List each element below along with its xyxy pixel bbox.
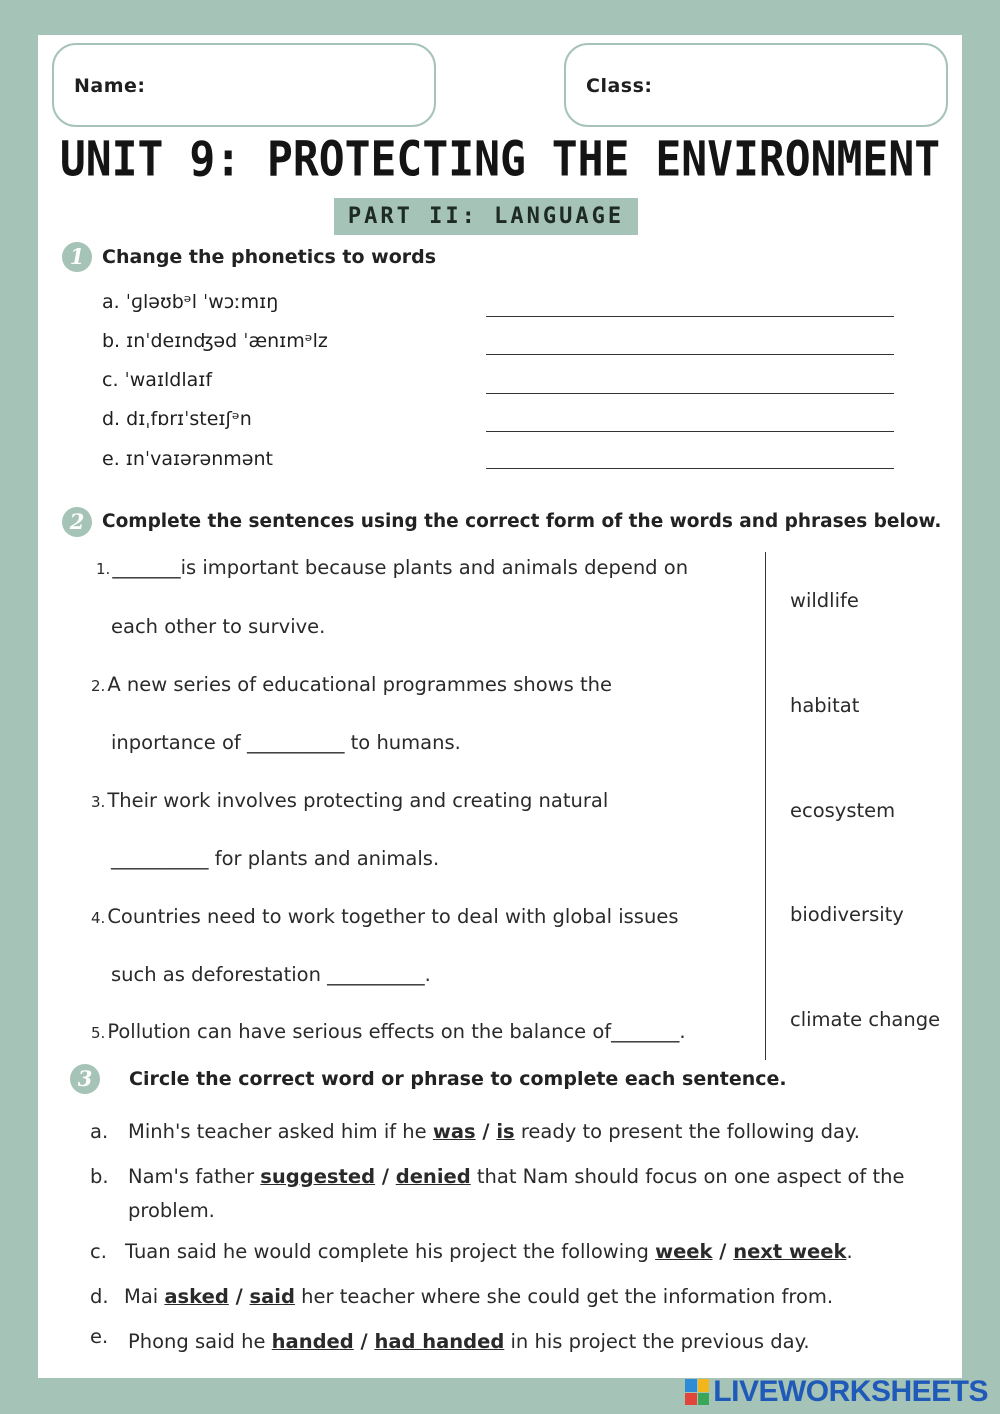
word-bank-divider [765, 552, 766, 1060]
circle-sentence [128, 1330, 810, 1353]
word-bank-item: habitat [790, 694, 860, 717]
circle-sentence [128, 1165, 904, 1188]
sentence-continuation: each other to survive. [111, 615, 326, 638]
option-separator: / [353, 1330, 375, 1353]
option-2[interactable]: next week [733, 1240, 847, 1263]
phonetic-item [102, 408, 252, 430]
phonetic-letter: b. [102, 330, 121, 352]
sentence-text: Minh's teacher asked him if he [128, 1120, 433, 1143]
worksheet-page [38, 35, 962, 1378]
option-1[interactable]: handed [271, 1330, 354, 1353]
section-1-heading: Change the phonetics to words [102, 246, 437, 268]
answer-line[interactable] [486, 316, 894, 317]
sentence-line [91, 1020, 686, 1043]
phonetic-letter: c. [102, 369, 119, 391]
section-3-heading: Circle the correct word or phrase to complete each sentence. [129, 1068, 787, 1090]
item-letter: c. [90, 1240, 107, 1263]
phonetic-text: ˈɡləʊbᵊl ˈwɔːmɪŋ [125, 291, 279, 313]
answer-line[interactable] [486, 354, 894, 355]
class-label: Class: [586, 75, 653, 97]
sentence-continuation: inportance of __________ to humans. [111, 731, 461, 754]
sentence-continuation: such as deforestation __________. [111, 963, 431, 986]
sentence-text: Nam's father [128, 1165, 261, 1188]
word-bank-item: ecosystem [790, 799, 896, 822]
brand-name: LIVEWORKSHEETS [713, 1375, 988, 1408]
name-label: Name: [74, 75, 146, 97]
option-2[interactable]: denied [395, 1165, 471, 1188]
answer-line[interactable] [486, 393, 894, 394]
phonetic-text: dɪˌfɒrɪˈsteɪʃᵊn [126, 408, 252, 430]
sentence-text: in his project the previous day. [504, 1330, 810, 1353]
part-banner: PART II: LANGUAGE [334, 198, 638, 235]
sentence-number: 5. [91, 1024, 106, 1042]
sentence-line [96, 556, 688, 579]
phonetic-letter: d. [102, 408, 121, 430]
sentence-number: 1. [96, 560, 111, 578]
option-1[interactable]: asked [164, 1285, 229, 1308]
sentence-number: 4. [91, 909, 106, 927]
worksheet-title: UNIT 9: PROTECTING THE ENVIRONMENT [59, 132, 941, 188]
sentence-text: _______is important because plants and animals depend on [112, 556, 689, 579]
sentence-number: 3. [91, 793, 106, 811]
sentence-text: that Nam should focus on one aspect of the [470, 1165, 905, 1188]
sentence-text: Phong said he [128, 1330, 272, 1353]
phonetic-text: ˈwaɪldlaɪf [124, 369, 213, 391]
name-box [52, 43, 436, 127]
sentence-text: Mai [124, 1285, 165, 1308]
option-1[interactable]: week [655, 1240, 713, 1263]
option-separator: / [228, 1285, 250, 1308]
word-bank-item: biodiversity [790, 903, 904, 926]
phonetic-letter: e. [102, 448, 120, 470]
option-1[interactable]: was [432, 1120, 476, 1143]
item-letter: d. [90, 1285, 109, 1308]
name-input[interactable] [154, 71, 418, 101]
sentence-text: . [846, 1240, 853, 1263]
phonetic-item [102, 291, 278, 313]
phonetic-item [102, 369, 212, 391]
section-3-number-icon: 3 [70, 1064, 100, 1094]
class-box [564, 43, 948, 127]
answer-line[interactable] [486, 468, 894, 469]
phonetic-letter: a. [102, 291, 120, 313]
phonetic-text: ɪnˈdeɪnʤəd ˈænɪmᵊlz [126, 330, 328, 352]
circle-sentence [125, 1240, 853, 1263]
sentence-line [91, 673, 612, 696]
sentence-text: A new series of educational programmes shows the [107, 673, 612, 696]
sentence-text: Countries need to work together to deal with global issues [107, 905, 679, 928]
sentence-text: ready to present the following day. [514, 1120, 860, 1143]
section-2-number-icon: 2 [62, 507, 92, 537]
sentence-text: her teacher where she could get the information from. [294, 1285, 834, 1308]
sentence-continuation: __________ for plants and animals. [111, 847, 440, 870]
item-letter: b. [90, 1165, 109, 1188]
liveworksheets-logo[interactable] [685, 1376, 988, 1408]
sentence-number: 2. [91, 677, 106, 695]
option-2[interactable]: is [496, 1120, 515, 1143]
word-bank-item: climate change [790, 1008, 941, 1031]
section-1-number-icon: 1 [62, 242, 92, 272]
option-1[interactable]: suggested [260, 1165, 376, 1188]
item-letter: a. [90, 1120, 109, 1143]
option-separator: / [712, 1240, 734, 1263]
option-separator: / [475, 1120, 497, 1143]
item-letter: e. [90, 1325, 109, 1348]
answer-line[interactable] [486, 431, 894, 432]
phonetic-text: ɪnˈvaɪərənmənt [125, 448, 273, 470]
section-2-heading: Complete the sentences using the correct form of the words and phrases below. [102, 511, 942, 532]
option-separator: / [375, 1165, 396, 1188]
liveworksheets-logo-icon [685, 1379, 709, 1405]
sentence-text: Pollution can have serious effects on the balance of_______. [107, 1020, 686, 1043]
sentence-text: Their work involves protecting and creating natural [107, 789, 609, 812]
option-2[interactable]: had handed [374, 1330, 505, 1353]
circle-sentence [124, 1285, 833, 1308]
option-2[interactable]: said [249, 1285, 295, 1308]
phonetic-item [102, 330, 328, 352]
circle-sentence [128, 1120, 860, 1143]
word-bank-item: wildlife [790, 589, 859, 612]
sentence-line [91, 905, 678, 928]
class-input[interactable] [666, 71, 930, 101]
phonetic-item [102, 448, 273, 470]
sentence-text: Tuan said he would complete his project the following [125, 1240, 656, 1263]
sentence-continuation: problem. [128, 1199, 215, 1222]
sentence-line [91, 789, 608, 812]
